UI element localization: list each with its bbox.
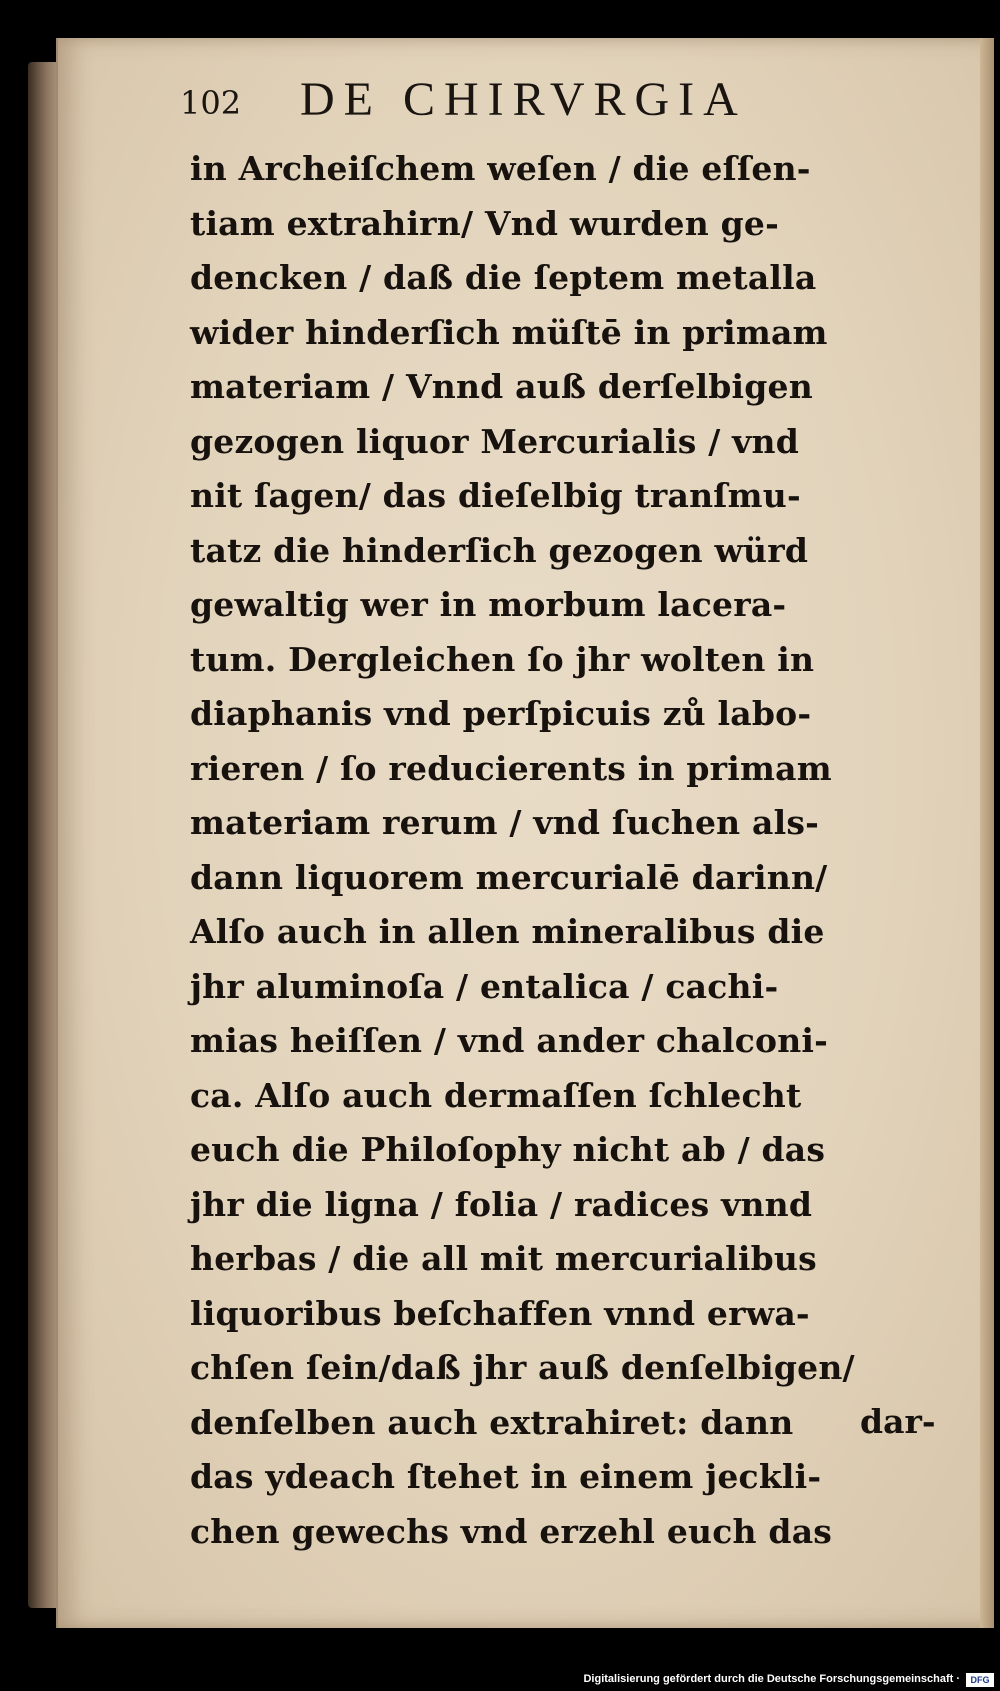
- text-line: rieren / ſo reducierents in primam: [190, 748, 832, 788]
- digitization-credit: Digitalisierung gefördert durch die Deutsche Forschungsgemeinschaft ·: [583, 1673, 960, 1685]
- text-line: tatz die hinderſich gezogen würd: [190, 530, 809, 570]
- text-line: jhr die ligna / folia / radices vnnd: [190, 1184, 813, 1224]
- body-text: [190, 142, 900, 1559]
- page-edge: [980, 38, 994, 1628]
- text-line: jhr aluminoſa / entalica / cachi-: [190, 966, 779, 1006]
- text-line: Alſo auch in allen mineralibus die: [190, 912, 825, 951]
- text-line: herbas / die all mit mercurialibus: [190, 1239, 817, 1278]
- text-line: tiam extrahirn/ Vnd wurden ge-: [190, 203, 779, 243]
- text-line: materiam rerum / vnd ſuchen als-: [190, 803, 820, 842]
- text-line: mias heiſſen / vnd ander chalconi-: [190, 1021, 829, 1060]
- catchword: dar-: [860, 1402, 936, 1441]
- text-line: in Archeiſchem weſen / die eſſen-: [190, 149, 811, 188]
- running-head: [180, 62, 880, 132]
- text-line: gewaltig wer in morbum lacera-: [190, 585, 787, 624]
- text-line: diaphanis vnd perſpicuis zů labo-: [190, 694, 812, 733]
- text-line: tum. Dergleichen ſo jhr wolten in: [190, 639, 815, 679]
- text-line: gezogen liquor Mercurialis / vnd: [190, 421, 800, 461]
- text-line: das ydeach ſtehet in einem jeckli-: [190, 1457, 822, 1496]
- text-line: materiam / Vnnd auß derſelbigen: [190, 367, 813, 406]
- text-line: chen gewechs vnd erzehl euch das: [190, 1511, 833, 1551]
- text-line: dann liquorem mercurialē darinn/: [190, 857, 828, 897]
- text-line: chſen ſein/daß jhr auß denſelbigen/: [190, 1348, 855, 1387]
- running-title: DE CHIRVRGIA: [300, 73, 747, 126]
- text-line: dencken / daß die ſeptem metalla: [190, 258, 817, 297]
- text-line: liquoribus beſchaffen vnnd erwa-: [190, 1293, 810, 1333]
- page-number: 102: [180, 84, 242, 122]
- text-line: euch die Philoſophy nicht ab / das: [190, 1130, 826, 1169]
- text-line: ca. Alſo auch dermaſſen ſchlecht: [190, 1075, 802, 1115]
- text-line: nit ſagen/ das dieſelbig tranſmu-: [190, 476, 801, 515]
- footer-bar: [0, 1670, 1000, 1691]
- text-line: denſelben auch extrahiret: dann: [190, 1402, 794, 1442]
- text-line: wider hinderſich müſtē in primam: [190, 312, 828, 352]
- dfg-logo-icon: DFG: [966, 1673, 994, 1687]
